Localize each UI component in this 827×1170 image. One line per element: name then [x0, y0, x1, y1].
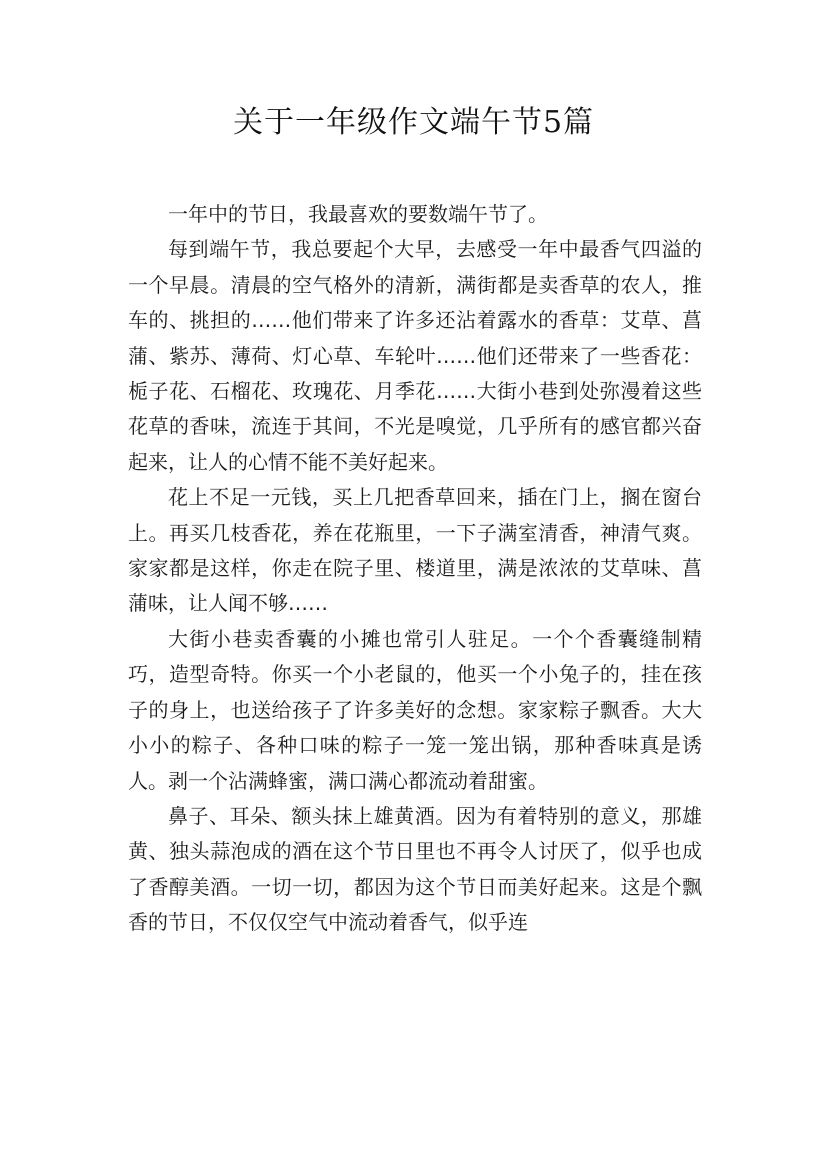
document-title: 关于一年级作文端午节5篇 — [232, 105, 595, 140]
document-body — [128, 197, 702, 941]
paragraph-1: 一年中的节日，我最喜欢的要数端午节了。 — [168, 202, 548, 226]
paragraph-2: 每到端午节，我总要起个大早，去感受一年中最香气四溢的一个早晨。清晨的空气格外的清新，满街都是卖香草的农人，推车的、挑担的……他们带来了许多还沾着露水的香草：艾草、菖蒲、紫苏、薄荷、灯心草、车轮叶……他们还带来了一些香花：栀子花、石榴花、玫瑰花、月季花……大街小巷到处弥漫着这些花草的香味，流连于其间，不光是嗅觉，几乎所有的感官都兴奋起来，让人的心情不能不美好起来。 — [128, 237, 702, 474]
paragraph-4: 大街小巷卖香囊的小摊也常引人驻足。一个个香囊缝制精巧，造型奇特。你买一个小老鼠的，他买一个小兔子的，挂在孩子的身上，也送给孩子了许多美好的念想。家家粽子飘香。大大小小的粽子、各种口味的粽子一笼一笼出锅，那种香味真是诱人。剥一个沾满蜂蜜，满口满心都流动着甜蜜。 — [128, 626, 702, 793]
paragraph-5: 鼻子、耳朵、额头抹上雄黄酒。因为有着特别的意义，那雄黄、独头蒜泡成的酒在这个节日里也不再令人讨厌了，似乎也成了香醇美酒。一切一切，都因为这个节日而美好起来。这是个飘香的节日，不仅仅空气中流动着香气，似乎连 — [128, 803, 702, 935]
paragraph-3: 花上不足一元钱，买上几把香草回来，插在门上，搁在窗台上。再买几枝香花，养在花瓶里，一下子满室清香，神清气爽。家家都是这样，你走在院子里、楼道里，满是浓浓的艾草味、菖蒲味，让人闻不够…… — [128, 485, 702, 616]
